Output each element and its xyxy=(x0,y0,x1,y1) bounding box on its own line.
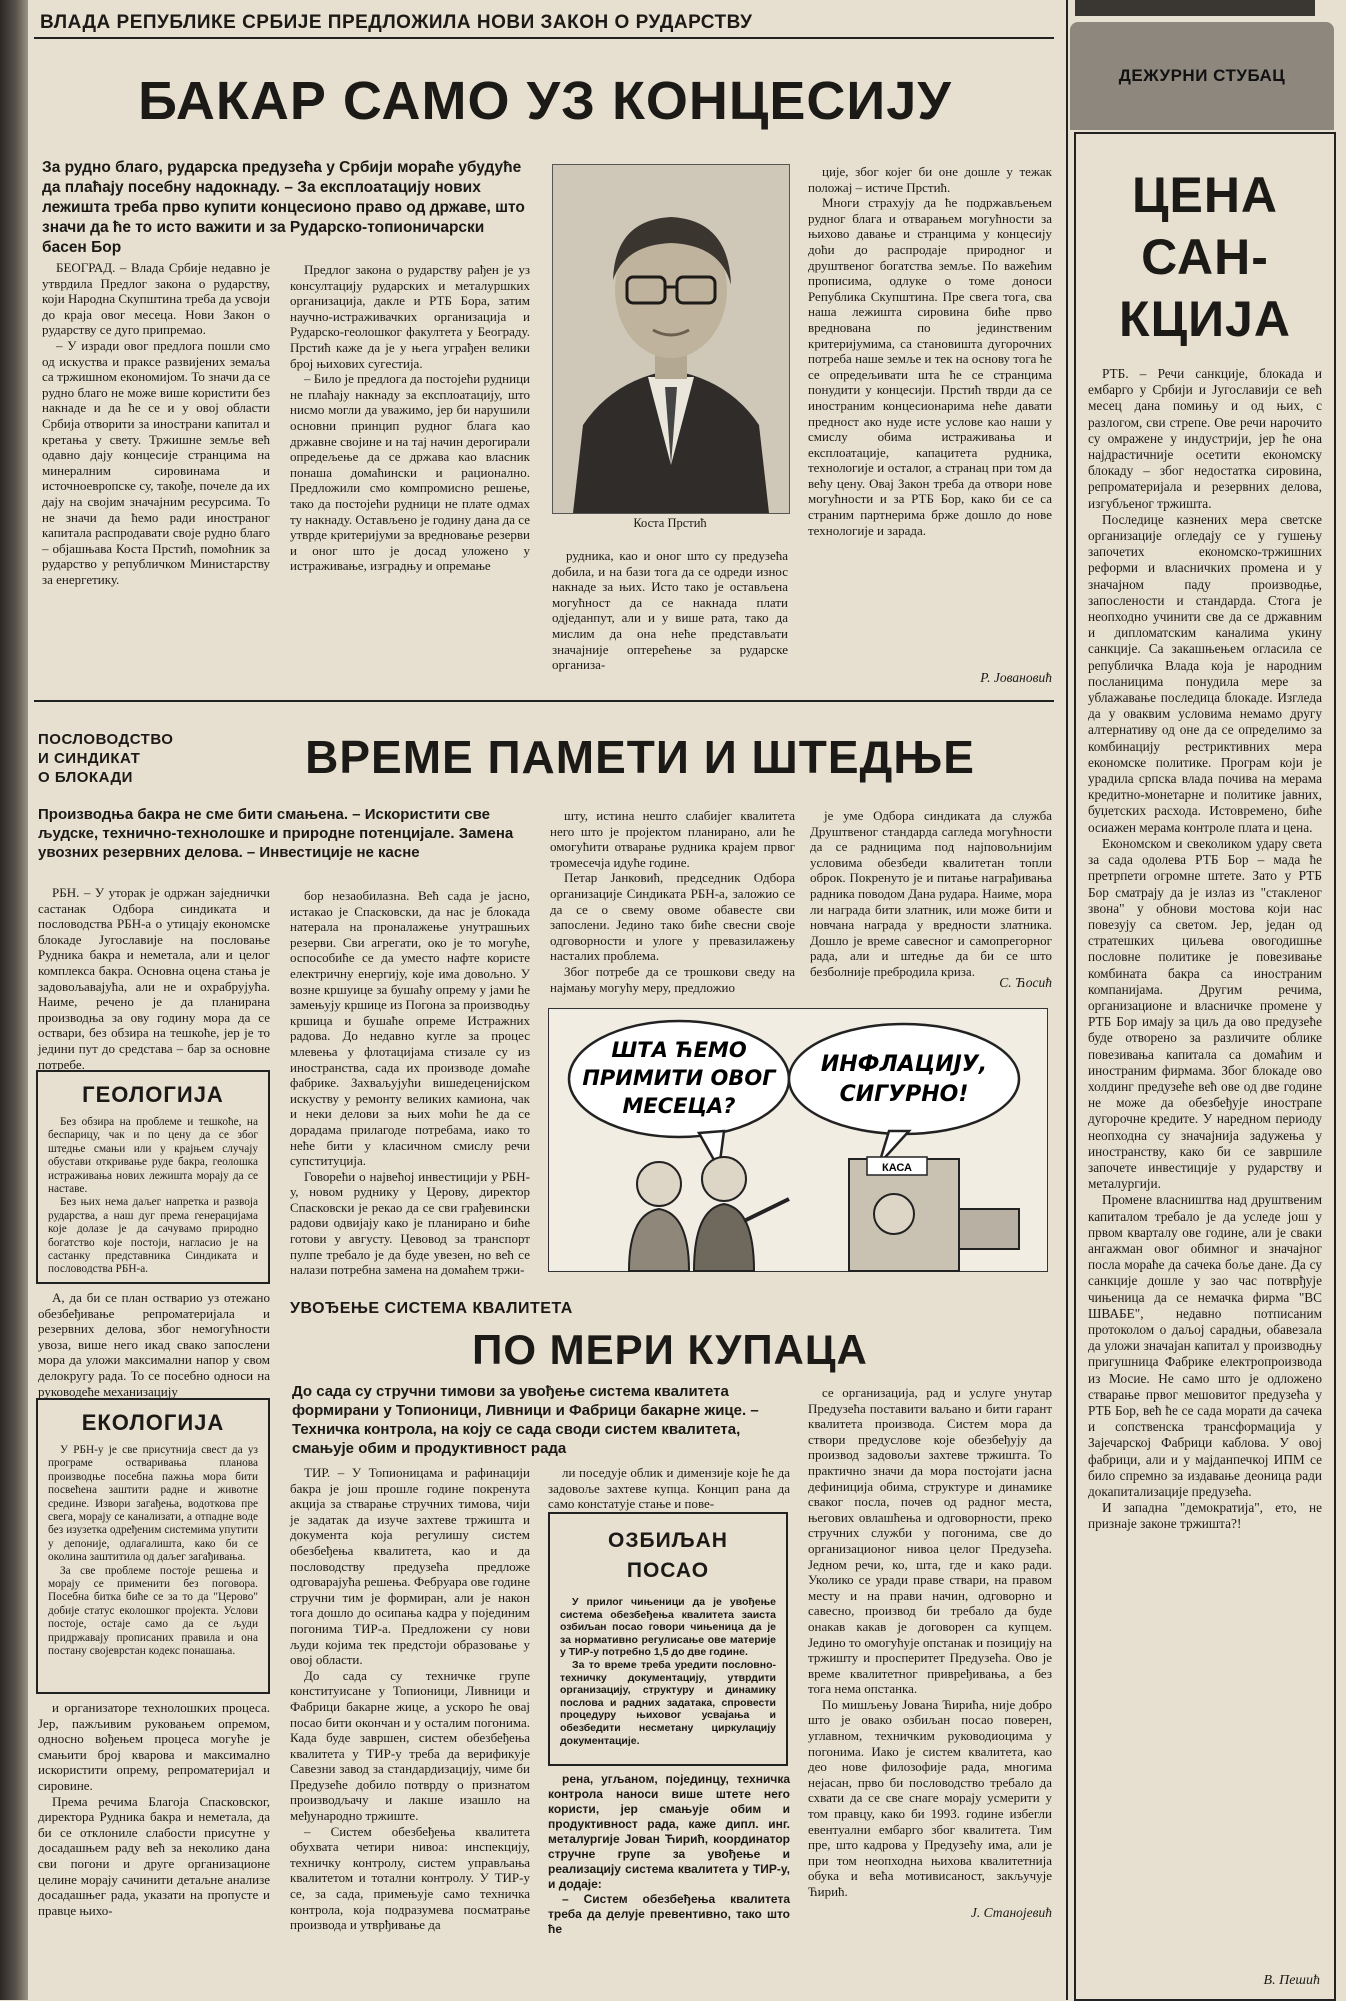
article1-signature: Р. Јовановић xyxy=(980,670,1052,685)
column-headline-line2: САН- xyxy=(1141,229,1269,285)
article1-col2 xyxy=(290,262,530,687)
portrait-photo xyxy=(552,164,790,514)
column-headline-line3: КЦИЈА xyxy=(1119,291,1291,347)
cartoon-sign: КАСА xyxy=(882,1162,912,1174)
article3-col2-p1: ли поседује облик и димензије које ће да задовоље захтеве купца. Концип рана да само констатује стање и пове- xyxy=(548,1465,790,1512)
ecology-p1: У РБН-у је све присутнија свест да уз програме остваривања планова производње посебна пажња мора бити посвећена заштити радне и животне средине. Извори загађења, водоткова пре свега, морају се канализати, а отпадне воде без изузетка одређеним системима упутити у депоније, одлагалишта, како би се околина заштитила од даљег загађивања. xyxy=(48,1444,258,1564)
serious-work-p2: За то време треба уредити пословно-техничку документацију, утврдити организацију, структуру и динамику послова и радних задатака, спровести процедуру њиховог усвајања и обезбедити несметану циркулацију документације. xyxy=(560,1658,776,1747)
article3-kicker: УВОЂЕЊЕ СИСТЕМА КВАЛИТЕТА xyxy=(290,1300,573,1317)
cartoon-bubble-right-line2: СИГУРНО! xyxy=(839,1082,969,1107)
ecology-title: ЕКОЛОГИЈА xyxy=(81,1410,225,1435)
article2-col2-p2: Говорећи о највећој инвестицији у РБН-у, новом руднику у Церову, директор Спасковски је рекао да се сви грађевински радови одвијају како је планирано и биће готови у августу. Цевовод за транспорт пулпе требало је да буде увезен, но већ се налази потребна замена на домаћем тржи- xyxy=(290,1168,530,1278)
article1-col1-p1: БЕОГРАД. – Влада Србије недавно је утврдила Предлог закона о рударству, који Народна Скупштина треба да усвоји до краја овог месеца. Нови Закон о рударству се дуго припремао. xyxy=(42,260,271,338)
article3-col2 xyxy=(548,1465,790,1512)
serious-work-text xyxy=(550,1586,786,1747)
column-header: ДЕЖУРНИ СТУБАЦ xyxy=(1118,66,1286,85)
article2-col3-p3: Због потребе да се трошкови сведу на најмању могућу меру, предложио xyxy=(550,963,795,995)
article2-col3-p1: шту, истина нешто слабијег квалитета него што је пројектом планирано, али ће омогућити отварање рудника крајем првог тромесечја идуће године. xyxy=(550,808,795,870)
article2-kicker-line3: О БЛОКАДИ xyxy=(38,769,133,786)
serious-work-title-line2: ПОСАО xyxy=(626,1559,710,1582)
article2-continuation2-p1: и организаторе технолошких процеса. Јер, пажљивим руковањем опремом, односно вођењем процеса могуће је смањити број кварова и максимално искористити опрему, репроматеријал и сировине. xyxy=(38,1700,270,1793)
article2-kicker-line1: ПОСЛОВОДСТВО xyxy=(38,731,174,748)
article1-col1-p2: – У изради овог предлога пошли смо од искуства и праксе развијених земаља са тржишном економијом. То значи да се рудно благо не може више користити без накнаде и да ће се и у овој области Србија отворити за инострани капитал и кретања у свету. Тржишне земље већ одавно дају концесије странцима на минералним сировинама и источноевропске су, такође, почеле да их дају на својим значајним ресурсима. То не значи да ћемо ради иностраног капитала распродавати своје рудно благо – објашњава Коста Прстић, помоћник за рударство у републичком Министарству за енергетику. xyxy=(42,337,270,587)
article3-col2b xyxy=(548,1772,790,1962)
article2-continuation2 xyxy=(38,1700,270,2000)
article3-col1-p3: – Систем обезбеђења квалитета обухвата четири нивоа: инспекцију, техничку контролу, систем управљања квалитетом и тотални контролу. У ТИР-у се, за сада, примењује само техничка контрола, која подразумева посматрање производа и утврђивање да xyxy=(290,1823,530,1933)
article1-bottom-rule xyxy=(34,700,1054,702)
portrait-illustration xyxy=(553,165,789,513)
geology-title: ГЕОЛОГИЈА xyxy=(82,1082,224,1107)
article1-col2-p1: Предлог закона о рударству рађен је уз консултацију рударских и металуршких организација, дакле и РТБ Бора, затим научно-истраживачких организација и Рударско-геолошког факултета у Београду. Прстић каже да је у њега уграђен велики број њихових сугестија. xyxy=(290,262,530,371)
article1-col3 xyxy=(552,548,788,688)
ecology-box xyxy=(36,1398,270,1694)
cartoon-bubble-left-line2: ПРИМИТИ ОВОГ xyxy=(582,1066,776,1090)
article1-col1 xyxy=(42,260,270,686)
article3-headline: ПО МЕРИ КУПАЦА xyxy=(472,1326,868,1373)
corner-tab xyxy=(1075,0,1315,16)
article1-col4-p1: ције, због којег би оне дошле у тежак положај – истиче Прстић. xyxy=(808,164,1052,195)
article2-lead: Производња бакра не сме бити смањена. – Искористити све људске, технично-технолошке и природне потенцијале. Замена увозних резервних делова. – Инвестиције не касне xyxy=(38,806,514,861)
photo-caption: Коста Прстић xyxy=(633,516,707,530)
article2-headline: ВРЕМЕ ПАМЕТИ И ШТЕДЊЕ xyxy=(305,731,975,783)
column-p5: И западна "демократија", ето, не признаје законе тржишта?! xyxy=(1088,1500,1322,1532)
column-text xyxy=(1076,350,1334,1533)
article2-col1 xyxy=(38,885,270,1072)
column-frame xyxy=(1074,132,1336,2001)
column-p1: РТБ. – Речи санкције, блокада и ембарго у Србији и Југославији се већ месец дана помињу и од њих, с разлогом, сви стрепе. Ове речи нарочито су омражене у индустрији, јер ће она најдрастичније осетити економску блокаду – због недостатка сировина, репроматеријала и резервних делова, изгубљеног тржишта. xyxy=(1088,366,1322,511)
article2-col2-p1: бор незаобилазна. Већ сада је јасно, истакао је Спасковски, да нас је блокада натерала на проналажење унутрашњих резерви. Сви агрегати, око је то могуће, оспособиће се да уместо нафте користе електричну енергију, које има довољно. У возне кршуице за бушаћу опрему у јами ће замењују кршице из Погона за производњу кршица и бушаће опреме Истражних радова. До недавно кугле за процес млевења у флотацијама стизале су из иностранства, сада их производе домаће фабрике. Захваљујући вишедеценијском искуству у ремонту великих камиона, чак и неки делови за њих моћи ће да се дорадама прилагоде потребама, иако то неће бити у класичном смислу речи супституција. xyxy=(290,888,530,1169)
ecology-p2: За све проблеме постоје решења и морају се применити без поговора. Посебна битка биће се за то да "Церово" добије статус еколошког пројекта. Услови постоје, остаје само да се људи придржавају прописаних правила и она постану својеврстан кодекс понашања. xyxy=(48,1564,258,1658)
column-signature: В. Пешић xyxy=(1263,1973,1320,1988)
article1-col4 xyxy=(808,164,1052,659)
article3-col2b-p1: рена, угљаном, појединцу, техничка контрола наноси више штете него користи, јер смањује обим и продуктивност рада, каже дипл. инг. металургије Јован Ћирић, координатор стручне групе за увођење и реализацију система квалитета у ТИР-у, и додаје: xyxy=(548,1772,790,1891)
article1-col4-p2: Многи страхују да ће подржављењем рудног блага и отварањем могућности за њихово давање и странцима у концесију доћи до распродаје природног и друштвеног богатства земље. По важећим прописима, одлуке о томе доноси Република Скупштина. Пре свега тога, сва наша лежишта сировина биће прво вреднована по јединственим критеријумима, са становишта дугорочних потреба наше земље и тек на основу тога ће се опредељивати шта ће се странцима понудити у концесији. Прстић тврди да се иностраним концесионарима неће давати предност ако нуде исте услове као наши у смислу обима истраживања и експлоатације, капацитета рудника, технологије и осталог, а странац при том да већу цену. Овај Закон треба да отвори нове могућности и за РТБ Бор, како би се са страним партнерима брже дошло до нове технологије и зарада. xyxy=(808,195,1052,538)
article3-col1 xyxy=(290,1465,530,1965)
article2-col3-p2: Петар Јанковић, председник Одбора организације Синдиката РБН-а, заложио се да се о свему овоме обавесте сви запослени. Једино тако биће свесни своје одговорности и улоге у превазилажењу насталих проблема. xyxy=(550,870,795,964)
article1-col3-p1: рудника, као и оног што су предузећа добила, и на бази тога да се одреди износ накнаде за њих. Исто тако је остављена могућност да се накнада плати одједанпут, али и у више рата, тако да мислим да она неће представљати значајније оптерећење за рударске организа- xyxy=(552,548,788,673)
article1-headline: БАКАР САМО УЗ КОНЦЕСИЈУ xyxy=(138,71,952,131)
article3-col1-p1: ТИР. – У Топионицама и рафинацији бакра је још прошле године покренута акција за стварање стручних тимова, чији је задатак да изуче захтеве тржишта и документа која регулишу систем обезбеђења квалитета, као и да пословодству предузећа предложе одговарајућа решења. Фебруара ове године стручни тим је формиран, али је након тога дошло до осипања кадра у појединим погонима ТИР-а. Предложени су нови људи којима тек предстоји образовање у овој области. xyxy=(290,1465,530,1668)
cartoon-bubble-left-line3: МЕСЕЦА? xyxy=(622,1094,736,1118)
right-column-rule xyxy=(1066,0,1068,2000)
article2-continuation xyxy=(38,1290,270,1399)
cartoon xyxy=(548,1008,1048,1272)
ecology-text xyxy=(38,1436,268,1659)
column-p3: Економском и свеколиком удару света за сада одолева РТБ Бор – мада ће претрпети огромне штете. Зато у РТБ Бор сматрају да је излаз из "стакленог звона" у обнови мостова који нас повезују са светом. Јер, један од стратешких циљева овогодишње пословне политике је повезивање комбината бакра са иностраним компанијама. Другим речима, организационе и власничке промене у РТБ Бор имају за циљ да ово предузеће буде отворено за различите облике повезивања капитала са домаћим и иностраним фирмама. Због блокаде ово холдинг предузеће већ ове од две године не може да обезбеђује инострапе дугорочне кредите. У наредном периоду неопходна су значајнија задужења у иностранству, како би се завршиле започете инвестиције у рударству и металургији. xyxy=(1088,835,1322,1192)
column-headline xyxy=(1076,164,1334,350)
article2-col4-p1: је уме Одбора синдиката да служба Друштвеног стандарда сагледа могућности да се радницима под најповољнијим условима обезбеди квалитетан топли оброк. Покренуто је и питање награђивања радника поводом Дана рудара. Наиме, мора ли награда бити златник, или може бити и новчана награда у вредности златника. Дошло је време савесног и самопрегорног рада, али и штедње да би се што безболније пребродила криза. xyxy=(810,808,1052,979)
article2-continuation2-p2: Према речима Благоја Спасковског, директора Рудника бакра и неметала, да би се отклониле слабости присутне у досадашњем раду већ за неколико дана сви погони и друге организационе целине морају сачинити детаљне анализе досадашњег рада, указати на пропусте и правце њихо- xyxy=(38,1793,270,1918)
column-headline-line1: ЦЕНА xyxy=(1131,167,1279,223)
binding-shadow xyxy=(0,0,28,2000)
article3-col2b-p2: – Систем обезбеђења квалитета треба да делује превентивно, тако што ће xyxy=(548,1892,790,1936)
masthead-rule xyxy=(34,37,1054,39)
masthead-kicker: ВЛАДА РЕПУБЛИКЕ СРБИЈЕ ПРЕДЛОЖИЛА НОВИ ЗАКОН О РУДАРСТВУ xyxy=(40,12,753,33)
article3-col3 xyxy=(808,1385,1052,1905)
column-p4: Промене власништва над друштвеним капиталом требало је да уследе још у првом кварталу ове године, али је сваки ангажман овог обимног и значајног посла мораће да сачека боље дане. Да су санкције дошле у зао час потврђује чињеница да се немачка фирма "ВС ШВАБЕ", недавно потписаним протоколом о даљој сарадњи, обавезала да уложи значајан капитал у производњу пригушница Фабрике електропроизвода из Мосие. Не само што је одложено стварање првог мешовитог предузећа у РТБ Бор, већ ће се сада морати да сачека и сопственска трансформација у Зајечарској Фабрици каблова. У овој фабрици, али и у мајданпечкој ИПМ се било спремно за издавање деоница ради докапитализације предузећа. xyxy=(1088,1192,1322,1500)
article1-col2-p2: – Било је предлога да постојећи рудници не плаћају накнаду за експлоатацију, што нисмо могли да уважимо, јер би нарушили основни принцип рудног блага као државне својине и на тај начин дерогирали опредељење да се држава као власник понаша домаћински и рационално. Предложили смо компромисно решење, тако да постојећи рудници не плате одмах ту накнаду. Остављено је годину дана да се утврде критеријуми за вредновање резерви и оног што је досад уложено у истраживање, изградњу и опремање xyxy=(290,371,530,574)
article3-col3-p2: По мишљењу Јована Ћирића, није добро што је овако озбиљан посао поверен, углавном, техничким руководиоцима у погонима. Иако је систем квалитета, као део нове филозофије рада, многима нејасан, прво би пословодство требало да схвати да се све снаге морају усмерити у том правцу, како би 1993. године избегли евентуални ембарго због квалитета. Тим пре, што кадрова у Предузећу има, али је при том неопходна њихова квалитетнија обука и већа мотивисаност, закључује Ћирић. xyxy=(808,1696,1052,1899)
article2-signature: С. Ћосић xyxy=(999,975,1052,990)
article3-col1-p2: До сада су техничке групе конституисане у Топионици, Ливници и Фабрици бакарне жице, а ускоро ће овај посао бити окончан и у осталим погонима. Када буде завршен, систем обезбеђења квалитета у ТИР-у треба да верификује Савезни завод за стандардизацију, чиме би Предузеће добило потврду о признатом производљачу и лакше изашло на међународно тржиште. xyxy=(290,1667,530,1824)
article3-lead: До сада су стручни тимови за увођење система квалитета формирани у Топионици, Ливници и Фабрици бакарне жице. – Техничка контрола, на коју се сада своди систем квалитета, смањује обим и продуктивност рада xyxy=(292,1383,759,1457)
serious-work-box xyxy=(548,1512,788,1766)
serious-work-title-line1: ОЗБИЉАН xyxy=(608,1529,728,1552)
geology-text xyxy=(38,1108,268,1277)
article2-col3 xyxy=(550,808,795,1008)
article1-lead: За рудно благо, рударска предузећа у Србији мораће убудуће да плаћају посебну надокнаду. – За експлоатацију нових лежишта треба прво купити концесионо право од државе, што значи да ће то исто важити и за Рударско-топионичарски басен Бор xyxy=(42,159,525,256)
geology-p1: Без обзира на проблеме и тешкоће, на беспарицу, чак и по цену да се због штедње смањи или у крајњем случају обустави откривање руде бакра, геолошка истраживања нових лежишта морају да се наставе. xyxy=(48,1116,258,1196)
cartoon-bubble-right-line1: ИНФЛАЦИЈУ, xyxy=(820,1052,988,1077)
cartoon-bubble-left-line1: ШТА ЋЕМО xyxy=(611,1038,747,1062)
article2-kicker-line2: И СИНДИКАТ xyxy=(38,750,141,767)
article2-col1-p1: РБН. – У уторак је одржан заједнички састанак Одбора синдиката и пословодства РБН-а о утицају економске блокаде Југославије на пословање Рудника бакра и неметала, али и целог комплекса бакра. Основна оцена стања је задовољавајућа, али не и охрабрујућа. Наиме, речено је да планирана производња за ову годину мора да се оствари, без обзира на тешкоће, јер је то једини пут до средстава – бар за основне потребе. xyxy=(38,885,270,1072)
serious-work-title xyxy=(550,1526,786,1586)
geology-p2: Без њих нема даљег напретка и развоја рударства, а наш дуг према генерацијама које долазе је да сачувамо природно богатство које постоји, нагласио је на састанку представника Синдиката и пословодства РБН-а. xyxy=(48,1196,258,1276)
column-p2: Последице казнених мера светске организације огледају се у гушењу започетих економско-тржишних реформи и власничких промена и у значајном паду производње, запослености и стандарда. Стога је неопходно учинити све да се државним и дипломатским каналима укину санкције. Са закашњењем огласила се републичка Влада која је народним посланицима понудила мере за ублажавање последица блокаде. Изгледа да у оваквим условима немамо другу алтернативу од оне да се определимо за комбинацију рестриктивних мера економске политике. Програм који је урадила српска влада почива на мерама кредитно-монетарне и политике јавних, буџетских расхода. Истовремено, биће осиажен мерама контроле плата и цена. xyxy=(1088,511,1322,835)
article3-col3-p1: се организација, рад и услуге унутар Предузећа поставити ваљано и бити гарант квалитета производа. Систем мора да створи предуслове које обезбеђују да производ задовољи захтеве тржишта. То практично значи да мора постојати јасна дефиниција обима, структуре и динамике сваког посла, почев од радног места, његових овлашћења и одговорности, преко стручних служби у погонима, све до организационог нивоа целог Предузећа. Једном речи, ко, шта, где и како ради. Уколико се уради праве ствари, на правом месту и на прави начин, одговорно и савесно, производ би требало да буде онакав какав је договорен са купцем. Једино то омогућује опстанак и позицију на тржишту и просперитет Предузећа. Ово је време квалитетног привређивања, а без тога нема опстанка. xyxy=(808,1385,1052,1697)
geology-box xyxy=(36,1070,270,1284)
article2-kicker xyxy=(38,730,218,790)
serious-work-p1: У прилог чињеници да је увођење система обезбеђења квалитета заиста озбиљан посао говори чињеница да је за нормативно регулисање ове материје у ТИР-у потребно 1,5 до две године. xyxy=(560,1596,776,1659)
article2-continuation-p1: А, да би се план остварио уз отежано обезбеђивање репроматеријала и резервних делова, због немогућности увоза, више него икад свако запослени мора да уложи максимални напор у свом делокругу рада. То се посебно односи на руководеће механизацију xyxy=(38,1290,270,1399)
article2-col2 xyxy=(290,888,530,1296)
article2-col4 xyxy=(810,808,1052,979)
article3-signature: Ј. Станојевић xyxy=(970,1905,1052,1920)
cartoon-illustration xyxy=(549,1009,1047,1271)
